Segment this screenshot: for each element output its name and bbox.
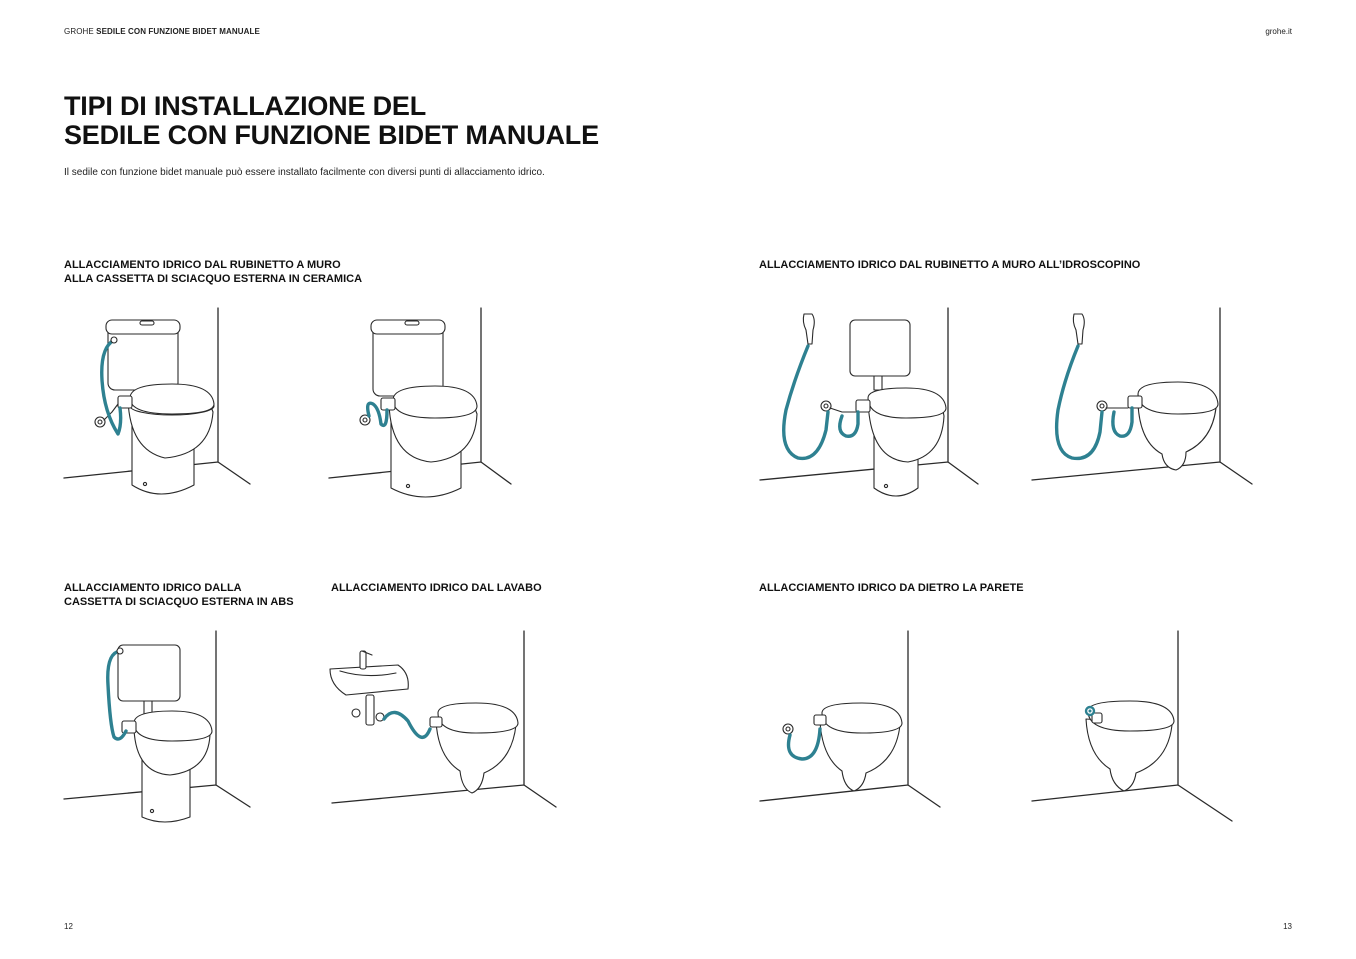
page-number-right: 13	[1283, 922, 1292, 931]
section-heading-line: ALLA CASSETTA DI SCIACQUO ESTERNA IN CERAMICA	[64, 273, 363, 285]
section-heading-line: ALLACCIAMENTO IDRICO DAL RUBINETTO A MURO ALL’IDROSCOPINO	[759, 259, 1141, 271]
illustration-behind-wall-concealed	[1028, 625, 1248, 835]
section-hand-shower-heading	[759, 258, 1140, 272]
illustration-behind-wall-valve	[756, 625, 956, 835]
close-coupled-toilet-icon	[60, 625, 260, 835]
section-ceramic-tank-heading	[64, 258, 362, 286]
hand-shower-icon	[803, 314, 814, 344]
illustration-hand-shower-wall-hung	[1028, 300, 1258, 510]
close-coupled-toilet-icon	[325, 300, 525, 510]
section-heading-line: ALLACCIAMENTO IDRICO DAL RUBINETTO A MURO	[64, 259, 341, 271]
page-title	[64, 92, 704, 150]
illustration-abs-tank	[60, 625, 260, 835]
illustration-ceramic-tank-to-seat	[325, 300, 525, 510]
page-title-line-1: TIPI DI INSTALLAZIONE DEL	[64, 91, 426, 121]
page-title-line-2: SEDILE CON FUNZIONE BIDET MANUALE	[64, 120, 599, 150]
close-coupled-toilet-icon	[756, 300, 986, 510]
running-header	[64, 27, 260, 36]
section-abs-tank-heading	[64, 581, 294, 609]
wall-hung-toilet-icon	[1028, 625, 1248, 835]
section-behind-wall-heading	[759, 581, 1024, 595]
close-coupled-toilet-icon	[60, 300, 260, 510]
page-subtitle: Il sedile con funzione bidet manuale può essere installato facilmente con diversi punti di allacciamento idrico.	[64, 167, 545, 178]
section-heading-line: ALLACCIAMENTO IDRICO DALLA	[64, 582, 242, 594]
illustration-washbasin	[326, 625, 566, 835]
website-link[interactable]: grohe.it	[1265, 27, 1292, 36]
document-title: SEDILE CON FUNZIONE BIDET MANUALE	[96, 27, 260, 36]
wall-hung-toilet-icon	[1028, 300, 1258, 510]
page-number-left: 12	[64, 922, 73, 931]
section-heading-line: ALLACCIAMENTO IDRICO DAL LAVABO	[331, 582, 542, 594]
illustration-hand-shower-ceramic	[756, 300, 986, 510]
section-washbasin-heading	[331, 581, 542, 595]
illustration-ceramic-tank-to-cistern	[60, 300, 260, 510]
section-heading-line: ALLACCIAMENTO IDRICO DA DIETRO LA PARETE	[759, 582, 1024, 594]
wall-hung-toilet-icon	[756, 625, 956, 835]
brand-name: GROHE	[64, 27, 94, 36]
hand-shower-icon	[1073, 314, 1084, 344]
wall-hung-toilet-icon	[326, 625, 566, 835]
section-heading-line: CASSETTA DI SCIACQUO ESTERNA IN ABS	[64, 596, 294, 608]
washbasin-icon	[330, 665, 408, 695]
